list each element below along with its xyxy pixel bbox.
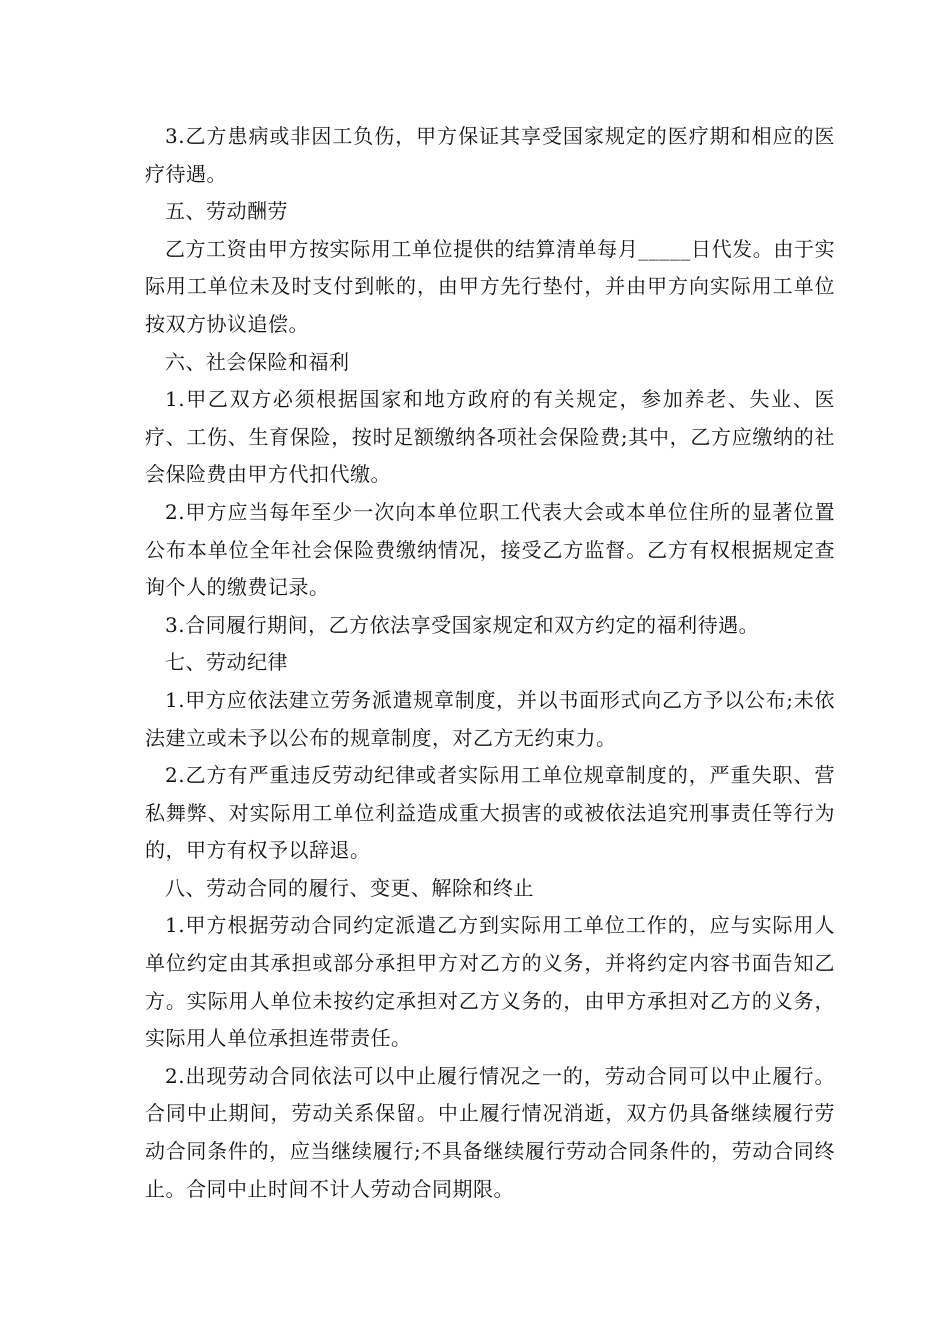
paragraph-insurance-2: 2.甲方应当每年至少一次向本单位职工代表大会或本单位住所的显著位置公布本单位全年社会保险费缴纳情况，接受乙方监督。乙方有权根据规定查询个人的缴费记录。 xyxy=(145,499,835,600)
paragraph-insurance-3: 3.合同履行期间，乙方依法享受国家规定和双方约定的福利待遇。 xyxy=(165,612,760,637)
paragraph-insurance-1: 1.甲乙双方必须根据国家和地方政府的有关规定，参加养老、失业、医疗、工伤、生育保险，按时足额缴纳各项社会保险费;其中，乙方应缴纳的社会保险费由甲方代扣代缴。 xyxy=(145,387,835,487)
paragraph-performance-2: 2.出现劳动合同依法可以中止履行情况之一的，劳动合同可以中止履行。合同中止期间，劳动关系保留。中止履行情况消逝，双方仍具备继续履行劳动合同条件的，应当继续履行;不具备继续履行劳动合同条件的，劳动合同终止。合同中止时间不计人劳动合同期限。 xyxy=(145,1063,835,1201)
heading-social-insurance: 六、社会保险和福利 xyxy=(165,349,350,374)
paragraph-performance-1: 1.甲方根据劳动合同约定派遣乙方到实际用工单位工作的，应与实际用人单位约定由其承担或部分承担甲方对乙方的义务，并将约定内容书面告知乙方。实际用人单位未按约定承担对乙方义务的，由甲方承担对乙方的义务，实际用人单位承担连带责任。 xyxy=(145,913,835,1051)
document-page xyxy=(145,118,835,1208)
heading-remuneration: 五、劳动酬劳 xyxy=(165,199,288,224)
paragraph-discipline-2: 2.乙方有严重违反劳动纪律或者实际用工单位规章制度的，严重失职、营私舞弊、对实际用工单位利益造成重大损害的或被依法追究刑事责任等行为的，甲方有权予以辞退。 xyxy=(145,763,835,863)
paragraph-sick-leave: 3.乙方患病或非因工负伤，甲方保证其享受国家规定的医疗期和相应的医疗待遇。 xyxy=(145,124,835,186)
heading-contract-performance: 八、劳动合同的履行、变更、解除和终止 xyxy=(165,875,534,900)
paragraph-discipline-1: 1.甲方应依法建立劳务派遣规章制度，并以书面形式向乙方予以公布;未依法建立或未予以公布的规章制度，对乙方无约束力。 xyxy=(145,687,835,750)
heading-labor-discipline: 七、劳动纪律 xyxy=(165,650,288,675)
paragraph-wages: 乙方工资由甲方按实际用工单位提供的结算清单每月_____日代发。由于实际用工单位未及时支付到帐的，由甲方先行垫付，并由甲方向实际用工单位按双方协议追偿。 xyxy=(145,236,835,336)
